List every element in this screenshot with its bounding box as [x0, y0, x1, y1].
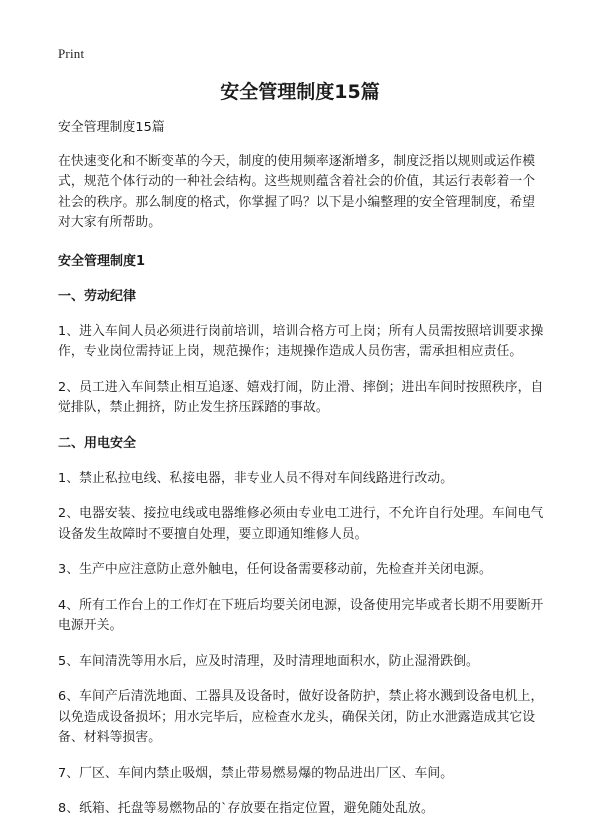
- list-item: 7、厂区、车间内禁止吸烟，禁止带易燃易爆的物品进出厂区、车间。: [58, 765, 454, 781]
- list-item: 1、进入车间人员必须进行岗前培训，培训合格方可上岗；所有人员需按照培训要求操作，专业岗位需持证上岗，规范操作；违规操作造成人员伤害，需承担相应责任。: [58, 323, 544, 359]
- document-subtitle: 安全管理制度15篇: [58, 120, 165, 135]
- part-heading: 安全管理制度1: [58, 253, 146, 269]
- list-item: 4、所有工作台上的工作灯在下班后均要关闭电源，设备使用完毕或者长期不用要断开电源开关。: [58, 597, 544, 633]
- section-heading-labor-discipline: 一、劳动纪律: [58, 288, 137, 304]
- list-item: 2、员工进入车间禁止相互追逐、嬉戏打闹，防止滑、摔倒；进出车间时按照秩序，自觉排队，禁止拥挤，防止发生挤压踩踏的事故。: [58, 379, 544, 415]
- intro-paragraph: 在快速变化和不断变革的今天，制度的使用频率逐渐增多，制度泛指以规则或运作模式，规范个体行动的一种社会结构。这些规则蕴含着社会的价值，其运行表彰着一个社会的秩序。那么制度的格式，你掌握了吗？以下是小编整理的安全管理制度，希望对大家有所帮助。: [58, 153, 536, 230]
- document-title: 安全管理制度15篇: [220, 81, 380, 103]
- list-item: 5、车间清洗等用水后，应及时清理，及时清理地面积水，防止湿滑跌倒。: [58, 653, 479, 669]
- list-item: 1、禁止私拉电线、私接电器，非专业人员不得对车间线路进行改动。: [58, 470, 454, 486]
- print-link[interactable]: Print: [58, 46, 85, 61]
- list-item: 8、纸箱、托盘等易燃物品的`存放要在指定位置，避免随处乱放。: [58, 801, 434, 816]
- section-heading-electrical-safety: 二、用电安全: [58, 435, 137, 451]
- list-item: 2、电器安装、接拉电线或电器维修必须由专业电工进行，不允许自行处理。车间电气设备发生故障时不要擅自处理，要立即通知维修人员。: [58, 506, 544, 542]
- document-body: [58, 118, 548, 820]
- list-item: 3、生产中应注意防止意外触电，任何设备需要移动前，先检查并关闭电源。: [58, 562, 492, 577]
- list-item: 6、车间产后清洗地面、工器具及设备时，做好设备防护，禁止将水溅到设备电机上，以免造成设备损坏；用水完毕后，应检查水龙头，确保关闭，防止水泄露造成其它设备、材料等损害。: [58, 689, 544, 745]
